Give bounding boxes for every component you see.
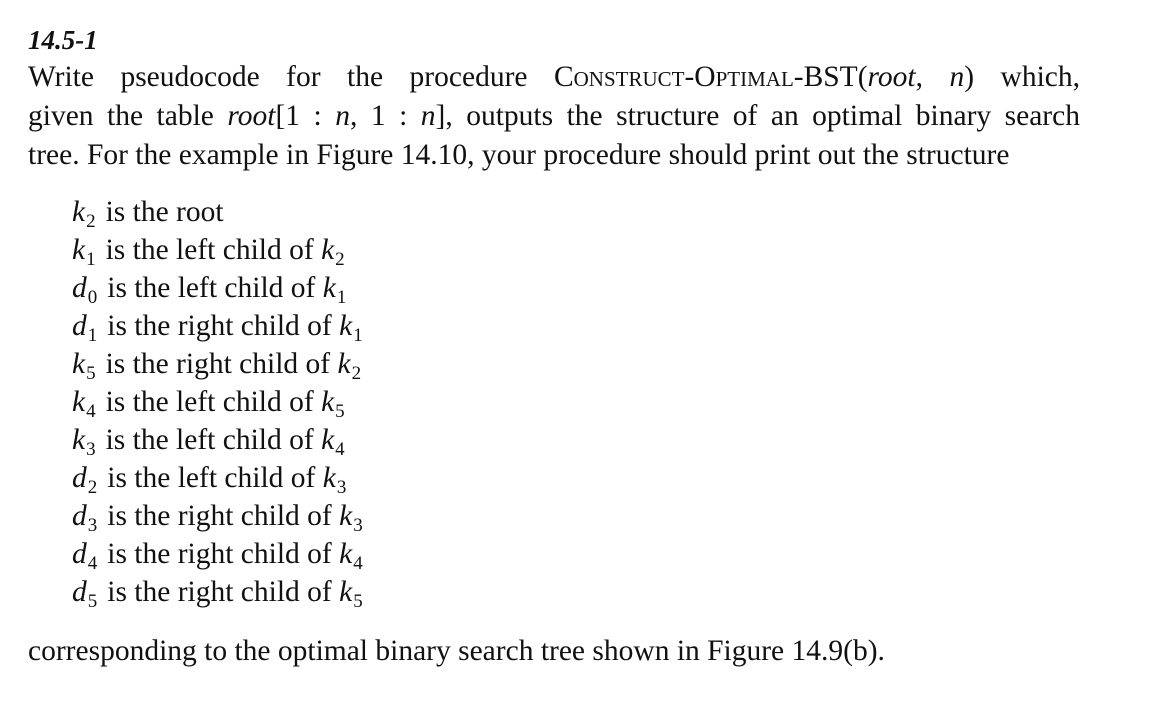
node-letter: k — [72, 348, 86, 380]
structure-line — [72, 535, 1128, 573]
parent-subscript: 3 — [353, 515, 363, 536]
table-range: ] — [435, 100, 446, 132]
node-symbol — [72, 500, 98, 536]
relation-text: is the left child of — [105, 424, 322, 456]
structure-line — [72, 307, 1128, 345]
node-symbol — [72, 424, 96, 460]
relation-text: is the right child of — [107, 576, 340, 608]
parent-letter: k — [322, 462, 336, 494]
args-separator: , — [915, 61, 950, 93]
parent-symbol — [337, 348, 362, 384]
closing-text: corresponding to the optimal binary search tree shown in Figure 14.9(b). — [28, 635, 885, 667]
node-symbol — [72, 196, 96, 232]
relation-text: is the left child of — [107, 462, 323, 494]
node-letter: k — [72, 234, 86, 266]
statement-text: which, — [974, 61, 1081, 93]
parent-symbol — [339, 538, 363, 574]
arg-n: n — [949, 61, 965, 93]
structure-line — [72, 193, 1128, 231]
relation-text: is the root — [105, 196, 224, 228]
structure-line — [72, 383, 1128, 421]
node-symbol — [72, 348, 96, 384]
statement-line-1 — [28, 58, 1080, 97]
node-subscript: 2 — [87, 477, 98, 498]
procedure-name: Construct-Optimal-BST — [553, 61, 858, 93]
node-letter: d — [72, 576, 87, 608]
node-subscript: 1 — [87, 325, 98, 346]
parent-letter: k — [339, 576, 353, 608]
parent-symbol — [321, 424, 345, 460]
relation-text: is the left child of — [105, 234, 322, 266]
parent-symbol — [322, 272, 347, 308]
parent-letter: k — [337, 348, 351, 380]
parent-symbol — [339, 310, 363, 346]
table-range: , 1 : — [349, 100, 421, 132]
parent-symbol — [322, 462, 347, 498]
table-n: n — [335, 100, 350, 132]
statement-text: Write pseudocode for the procedure — [28, 61, 554, 93]
parent-subscript: 2 — [351, 363, 362, 384]
relation-text: is the right child of — [107, 538, 340, 570]
relation-text: is the left child of — [107, 272, 323, 304]
structure-line — [72, 459, 1128, 497]
node-letter: d — [72, 462, 87, 494]
node-subscript: 4 — [87, 553, 98, 574]
structure-line — [72, 421, 1128, 459]
relation-text: is the right child of — [105, 348, 338, 380]
node-subscript: 3 — [86, 439, 96, 460]
table-range: [1 : — [275, 100, 336, 132]
args-close: ) — [964, 61, 975, 93]
structure-line — [72, 345, 1128, 383]
parent-symbol — [321, 386, 345, 422]
relation-text: is the left child of — [105, 386, 322, 418]
parent-letter: k — [321, 386, 335, 418]
node-symbol — [72, 538, 98, 574]
parent-symbol — [339, 500, 363, 536]
parent-subscript: 1 — [336, 287, 347, 308]
node-symbol — [72, 462, 98, 498]
relation-text: is the right child of — [107, 310, 340, 342]
statement-line-2 — [28, 97, 1080, 136]
parent-subscript: 2 — [335, 249, 345, 270]
node-letter: k — [72, 386, 86, 418]
node-symbol — [72, 386, 96, 422]
structure-line — [72, 231, 1128, 269]
node-letter: d — [72, 500, 87, 532]
parent-subscript: 4 — [335, 439, 345, 460]
node-subscript: 1 — [86, 249, 96, 270]
exercise-page — [28, 22, 1128, 671]
parent-letter: k — [322, 272, 336, 304]
statement-text: given the table — [28, 100, 228, 132]
statement-line-3: tree. For the example in Figure 14.10, your procedure should print out the structure — [28, 139, 1010, 171]
node-symbol — [72, 576, 98, 612]
parent-symbol — [339, 576, 363, 612]
node-subscript: 5 — [87, 591, 98, 612]
parent-letter: k — [339, 538, 353, 570]
node-letter: d — [72, 272, 87, 304]
parent-letter: k — [321, 234, 335, 266]
table-name: root — [227, 100, 276, 132]
relation-text: is the right child of — [107, 500, 340, 532]
node-letter: d — [72, 538, 87, 570]
node-symbol — [72, 310, 98, 346]
exercise-number: 14.5-1 — [28, 25, 98, 55]
tree-structure-list — [72, 193, 1128, 611]
parent-subscript: 4 — [353, 553, 363, 574]
args-open: ( — [857, 61, 868, 93]
node-subscript: 5 — [86, 363, 96, 384]
node-subscript: 4 — [86, 401, 96, 422]
parent-symbol — [321, 234, 345, 270]
node-symbol — [72, 272, 98, 308]
parent-letter: k — [339, 310, 353, 342]
statement-text: , outputs the structure of an optimal binary search — [445, 100, 1080, 132]
node-letter: k — [72, 196, 86, 228]
node-symbol — [72, 234, 96, 270]
parent-subscript: 1 — [353, 325, 363, 346]
parent-subscript: 5 — [335, 401, 345, 422]
parent-subscript: 5 — [353, 591, 363, 612]
exercise-statement — [28, 58, 1080, 175]
arg-root: root — [867, 61, 916, 93]
parent-letter: k — [321, 424, 335, 456]
parent-subscript: 3 — [336, 477, 347, 498]
parent-letter: k — [339, 500, 353, 532]
structure-line — [72, 497, 1128, 535]
table-n: n — [420, 100, 436, 132]
node-letter: k — [72, 424, 86, 456]
node-subscript: 0 — [87, 287, 98, 308]
structure-line — [72, 269, 1128, 307]
structure-line — [72, 573, 1128, 611]
node-letter: d — [72, 310, 87, 342]
node-subscript: 3 — [87, 515, 98, 536]
node-subscript: 2 — [86, 211, 96, 232]
